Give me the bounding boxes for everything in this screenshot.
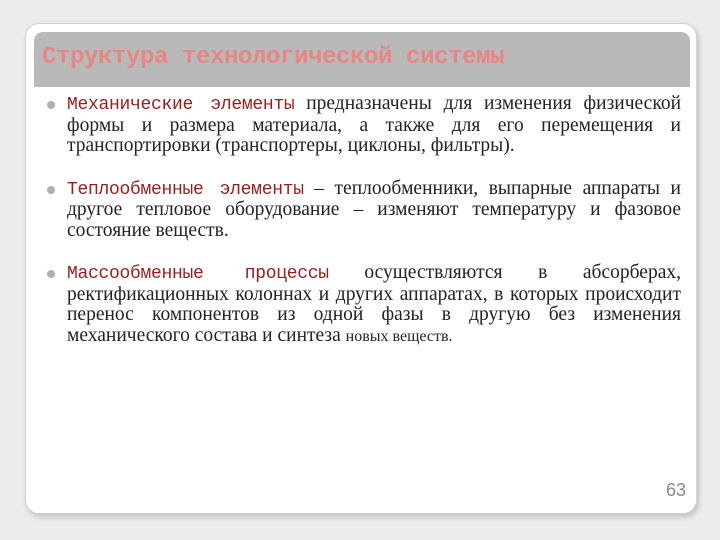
bullet-item-heat-exchange [41,179,681,242]
bullet-text: – теплообменники, выпарные аппараты и другое тепловое оборудование – изменяют температуру и фазовое состояние веществ. [67,177,681,241]
slide-title: Структура технологической системы [42,44,505,71]
bullet-item-mass-exchange [41,263,681,347]
bullet-term: Массообменные процессы [67,264,329,284]
bullet-text: предназначены для изменения физической формы и размера материала, а также для его перемещения и транспортировки (транспортеры, циклоны, фильтры). [67,93,681,156]
bullet-icon [47,101,55,109]
bullet-icon [47,186,55,194]
bullet-term: Механические элементы [67,95,295,115]
bullet-item-mechanical [41,94,681,157]
title-bar [34,32,690,87]
bullet-list [41,94,681,369]
page-number: 63 [665,480,686,500]
bullet-text-tail: новых веществ. [345,327,453,345]
bullet-text: осуществляются в абсорберах, ректификационных колоннах и других аппаратах, в которых происходит перенос компонентов из одной фазы в другую без изменения механического состава и синтеза [67,262,681,346]
slide [25,23,697,514]
bullet-term: Теплообменные элементы [67,179,304,200]
bullet-icon [47,270,55,278]
